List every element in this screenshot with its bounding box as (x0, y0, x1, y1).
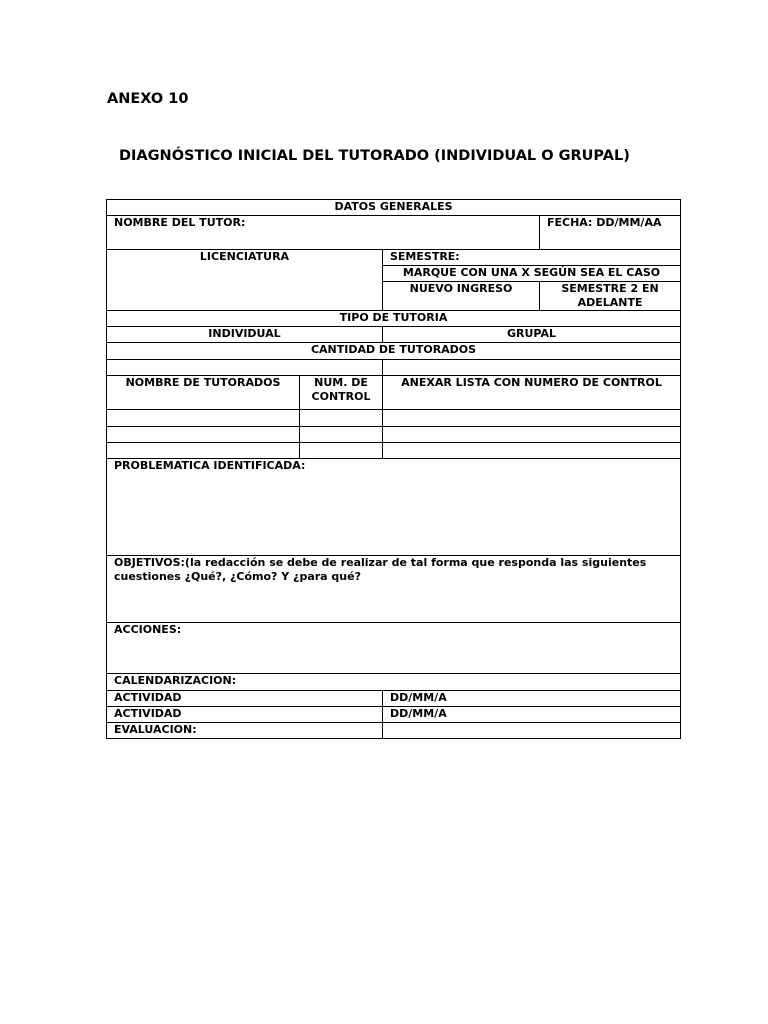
date-field[interactable]: FECHA: DD/MM/AA (540, 216, 681, 250)
general-data-header: DATOS GENERALES (107, 200, 681, 216)
degree-row (107, 250, 681, 266)
individual-option[interactable]: INDIVIDUAL (107, 327, 383, 343)
scheduling-header: CALENDARIZACION: (107, 674, 681, 691)
evaluation-row (107, 723, 681, 739)
actions-field[interactable]: ACCIONES: (107, 623, 681, 674)
tutees-count-header: CANTIDAD DE TUTORADOS (107, 343, 681, 360)
semester-field[interactable]: SEMESTRE: (383, 250, 681, 266)
tutee-control-cell[interactable] (300, 443, 383, 459)
tutor-row (107, 216, 681, 250)
degree-field[interactable]: LICENCIATURA (107, 250, 383, 311)
problem-row (107, 459, 681, 556)
general-data-header-row (107, 200, 681, 216)
tutee-entry-row (107, 427, 681, 443)
tutees-count-row (107, 360, 681, 376)
tutee-entry-row (107, 410, 681, 427)
activity-row (107, 691, 681, 707)
tutee-attach-cell[interactable] (383, 427, 681, 443)
tutees-count-header-row (107, 343, 681, 360)
tutoring-type-header: TIPO DE TUTORIA (107, 311, 681, 327)
tutees-header-row (107, 376, 681, 410)
mark-instruction: MARQUE CON UNA X SEGÚN SEA EL CASO (383, 266, 681, 282)
group-option[interactable]: GRUPAL (383, 327, 681, 343)
tutoring-type-header-row (107, 311, 681, 327)
tutee-name-cell[interactable] (107, 427, 300, 443)
activity-date[interactable]: DD/MM/A (383, 707, 681, 723)
evaluation-value-cell[interactable] (383, 723, 681, 739)
tutee-name-cell[interactable] (107, 443, 300, 459)
tutee-entry-row (107, 443, 681, 459)
scheduling-header-row (107, 674, 681, 691)
tutor-name-field[interactable]: NOMBRE DEL TUTOR: (107, 216, 540, 250)
tutee-attach-cell[interactable] (383, 443, 681, 459)
actions-row (107, 623, 681, 674)
tutee-name-cell[interactable] (107, 410, 300, 427)
objectives-field[interactable]: OBJETIVOS:(la redacción se debe de realizar de tal forma que responda las siguientes cuestiones ¿Qué?, ¿Cómo? Y ¿para qué? (107, 556, 681, 623)
activity-label[interactable]: ACTIVIDAD (107, 707, 383, 723)
tutees-name-header: NOMBRE DE TUTORADOS (107, 376, 300, 410)
activity-date[interactable]: DD/MM/A (383, 691, 681, 707)
semester-2-onward-option[interactable]: SEMESTRE 2 EN ADELANTE (540, 282, 681, 311)
attach-list-header: ANEXAR LISTA CON NUMERO DE CONTROL (383, 376, 681, 410)
tutoring-type-options-row (107, 327, 681, 343)
tutee-control-cell[interactable] (300, 410, 383, 427)
diagnostic-form-table (106, 199, 681, 739)
tutee-attach-cell[interactable] (383, 410, 681, 427)
annex-label: ANEXO 10 (107, 91, 189, 107)
objectives-row (107, 556, 681, 623)
activity-row (107, 707, 681, 723)
new-entry-option[interactable]: NUEVO INGRESO (383, 282, 540, 311)
control-number-header: NUM. DE CONTROL (300, 376, 383, 410)
document-title: DIAGNÓSTICO INICIAL DEL TUTORADO (INDIVIDUAL O GRUPAL) (119, 148, 630, 164)
tutees-count-cell-left[interactable] (107, 360, 383, 376)
tutees-count-cell-right[interactable] (383, 360, 681, 376)
tutee-control-cell[interactable] (300, 427, 383, 443)
activity-label[interactable]: ACTIVIDAD (107, 691, 383, 707)
problem-identified-field[interactable]: PROBLEMATICA IDENTIFICADA: (107, 459, 681, 556)
evaluation-label[interactable]: EVALUACION: (107, 723, 383, 739)
